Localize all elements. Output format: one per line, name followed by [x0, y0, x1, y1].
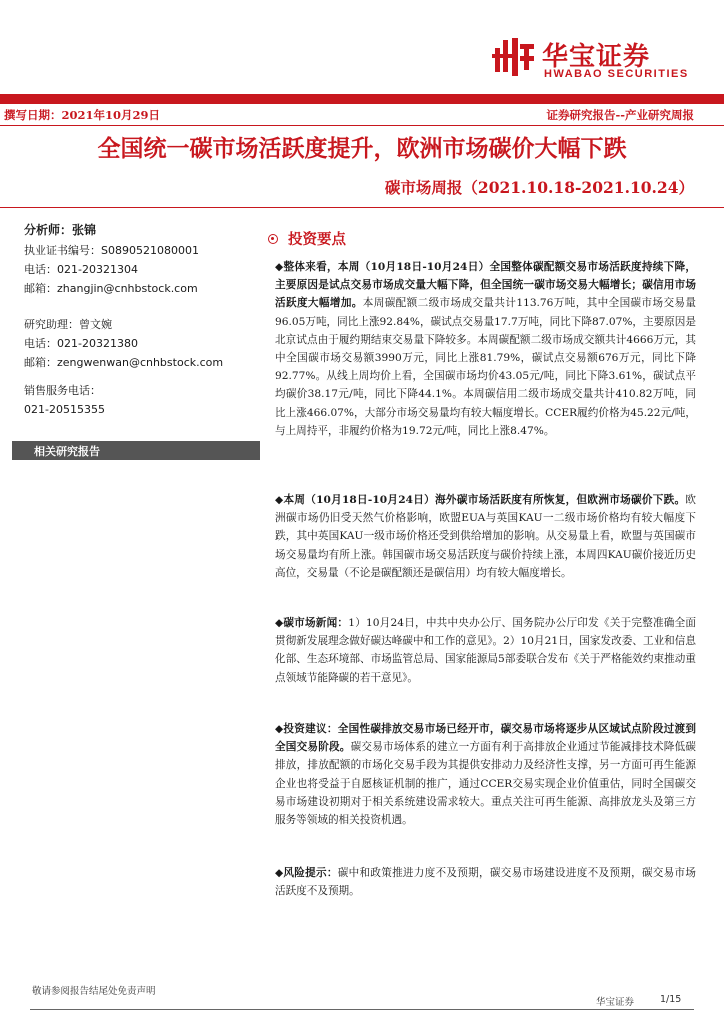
sales-phone: 021-20515355: [24, 403, 105, 416]
summary-paragraph-2: ◆本周（10月18日-10月24日）海外碳市场活跃度有所恢复，但欧洲市场碳价下跌。欧洲碳市场仍旧受天然气价格影响，欧盟EUA与英国KAU一二级市场价格均有较大幅度下跌，其中英国KAU一级市场价格还受到供给增加的影响。从交易量上看，欧盟与英国碳市场交易量均有所上涨。韩国碳市场交易活跃度与碳价持续上涨，本周四KAU碳价接近历史高位，交易量（不论是碳配额还是碳信用）均有较大幅度增长。: [275, 494, 696, 579]
header-band: [0, 94, 724, 104]
assistant-phone: 电话：021-20321380: [24, 337, 138, 350]
summary-paragraph-1: ◆整体来看，本周（10月18日-10月24日）全国整体碳配额交易市场活跃度持续下降，主要原因是试点交易市场成交量大幅下降，但全国统一碳市场交易大幅增长；碳信用市场活跃度大幅增加。本周碳配额二级市场成交量共计113.76万吨，其中全国碳市场交易量96.05万吨，同比上涨92.84%，碳试点交易量17.7万吨，同比下降87.07%，主要原因是北京试点由于履约期结束交易量下降较多。本周碳配额二级市场成交额共计4666万元，其中全国碳市场交易额3990万元，同比上涨81.79%，碳试点交易额676万元，同比下降92.77%。从线上周均价上看，全国碳市场均价43.05元/吨，同比下降3.61%，碳试点平均碳价38.17元/吨，同比下降44.1%。本周碳信用二级市场成交量共计410.82万吨，同比上涨466.07%，大部分市场交易量均有较大幅度增长。CCER履约价格为45.22元/吨，与上周持平，非履约价格为19.72元/吨，同比上涨8.47%。: [275, 261, 696, 437]
analyst-email: 邮箱：zhangjin@cnhbstock.com: [24, 282, 198, 295]
analyst-sidebar: [24, 220, 244, 419]
footer-disclaimer: 敬请参阅报告结尾处免责声明: [32, 986, 156, 997]
header-divider: [0, 125, 724, 126]
news-paragraph: ◆碳市场新闻：1）10月24日，中共中央办公厅、国务院办公厅印发《关于完整准确全面贯彻新发展理念做好碳达峰碳中和工作的意见》。2）10月21日，国家发改委、工业和信息化部、生态环境部、市场监管总局、国家能源局5部委联合发布《关于严格能效约束推动重点领域节能降碳的若干意见》。: [275, 617, 696, 684]
circle-bullet-icon: [268, 234, 278, 244]
footer-divider: [30, 1009, 694, 1010]
sales-label: 销售服务电话：: [24, 384, 101, 397]
analyst-name: 分析师：张锦: [24, 223, 97, 237]
footer-org: 华宝证券: [596, 997, 635, 1008]
page-title: 全国统一碳市场活跃度提升，欧洲市场碳价大幅下跌: [97, 136, 627, 162]
investment-advice-paragraph: ◆投资建议：全国性碳排放交易市场已经开市，碳交易市场将逐步从区域试点阶段过渡到全国交易阶段。碳交易市场体系的建立一方面有利于高排放企业通过节能减排技术降低碳排放，排放配额的市场化交易手段为其提供安排动力及经济性支撑，另一方面可再生能源企业也将受益于自愿核证机制的推广，通过CCER交易实现企业价值重估，同时全国碳交易市场建设初期对于相关系统建设需求较大。重点关注可再生能源、高排放龙头及第三方服务等领域的相关投资机遇。: [275, 723, 697, 827]
risk-paragraph: ◆风险提示：碳中和政策推进力度不及预期，碳交易市场建设进度不及预期，碳交易市场活跃度不及预期。: [275, 867, 696, 898]
related-reports-label: 相关研究报告: [34, 445, 100, 458]
brand-name-en: HWABAO SECURITIES: [544, 68, 689, 80]
assistant-name: 研究助理：曾文婉: [24, 318, 112, 331]
cert-number: 执业证书编号：S0890521080001: [24, 244, 199, 257]
company-logo: [492, 34, 692, 82]
title-divider: [0, 207, 724, 208]
report-type: 证券研究报告--产业研究周报: [546, 108, 694, 122]
section-heading: 投资要点: [268, 228, 346, 249]
assistant-email: 邮箱：zengwenwan@cnhbstock.com: [24, 356, 224, 369]
report-date: 撰写日期：2021年10月29日: [4, 108, 161, 122]
hwabao-logo-icon: [492, 34, 536, 78]
page-number: 1/15: [660, 994, 682, 1005]
analyst-phone: 电话：021-20321304: [24, 263, 138, 276]
brand-name-cn: 华宝证券: [542, 42, 651, 72]
page-subtitle: 碳市场周报（2021.10.18-2021.10.24）: [384, 178, 694, 197]
